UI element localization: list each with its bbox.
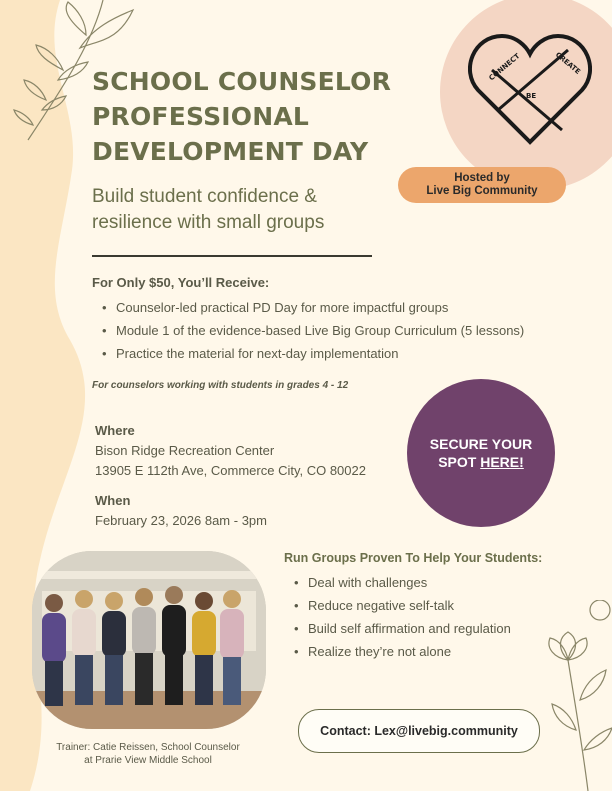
cta-line2-prefix: SPOT bbox=[438, 454, 481, 470]
venue-name: Bison Ridge Recreation Center bbox=[95, 443, 275, 458]
when-label: When bbox=[95, 493, 131, 508]
venue-address: 13905 E 112th Ave, Commerce City, CO 80022 bbox=[95, 463, 366, 478]
photo-caption bbox=[28, 741, 268, 767]
list-item: • Build self affirmation and regulation bbox=[292, 617, 582, 640]
offer-heading: For Only $50, You’ll Receive: bbox=[92, 275, 270, 290]
flower-decoration-icon bbox=[528, 600, 612, 791]
logo-word-connect: CONNECT bbox=[487, 52, 522, 83]
logo-word-be: BE bbox=[526, 92, 537, 100]
heart-logo-icon bbox=[468, 30, 592, 150]
group-photo-illustration bbox=[32, 551, 266, 729]
where-label: Where bbox=[95, 423, 135, 438]
logo-word-create: CREATE bbox=[553, 50, 582, 76]
list-item: • Practice the material for next-day implementation bbox=[100, 342, 580, 365]
list-item: • Deal with challenges bbox=[292, 571, 582, 594]
list-item: • Counselor-led practical PD Day for more impactful groups bbox=[100, 296, 580, 319]
hosted-line2: Live Big Community bbox=[426, 185, 538, 197]
hosted-line1: Hosted by bbox=[454, 172, 510, 184]
cta-line1: SECURE YOUR bbox=[429, 436, 533, 452]
cta-line2 bbox=[407, 453, 555, 471]
run-groups-heading: Run Groups Proven To Help Your Students: bbox=[284, 551, 543, 565]
page-title: SCHOOL COUNSELOR PROFESSIONAL DEVELOPMENT DAY bbox=[92, 67, 392, 166]
cta-link[interactable]: HERE! bbox=[480, 454, 524, 470]
divider bbox=[92, 255, 372, 257]
grades-note: For counselors working with students in grades 4 - 12 bbox=[92, 380, 349, 391]
list-item: • Module 1 of the evidence-based Live Big Group Curriculum (5 lessons) bbox=[100, 319, 580, 342]
caption-line2: at Prarie View Middle School bbox=[84, 755, 212, 766]
trainer-photo bbox=[32, 551, 266, 729]
event-datetime: February 23, 2026 8am - 3pm bbox=[95, 513, 267, 528]
page-subtitle: Build student confidence & resilience with small groups bbox=[92, 186, 325, 233]
list-item: • Reduce negative self-talk bbox=[292, 594, 582, 617]
contact-button[interactable]: Contact: Lex@livebig.community bbox=[298, 709, 540, 753]
hosted-by-badge bbox=[398, 167, 566, 203]
list-item: • Realize they’re not alone bbox=[292, 640, 582, 663]
secure-spot-button[interactable] bbox=[407, 379, 555, 527]
offer-list bbox=[100, 296, 580, 365]
caption-line1: Trainer: Catie Reissen, School Counselor bbox=[56, 742, 240, 753]
